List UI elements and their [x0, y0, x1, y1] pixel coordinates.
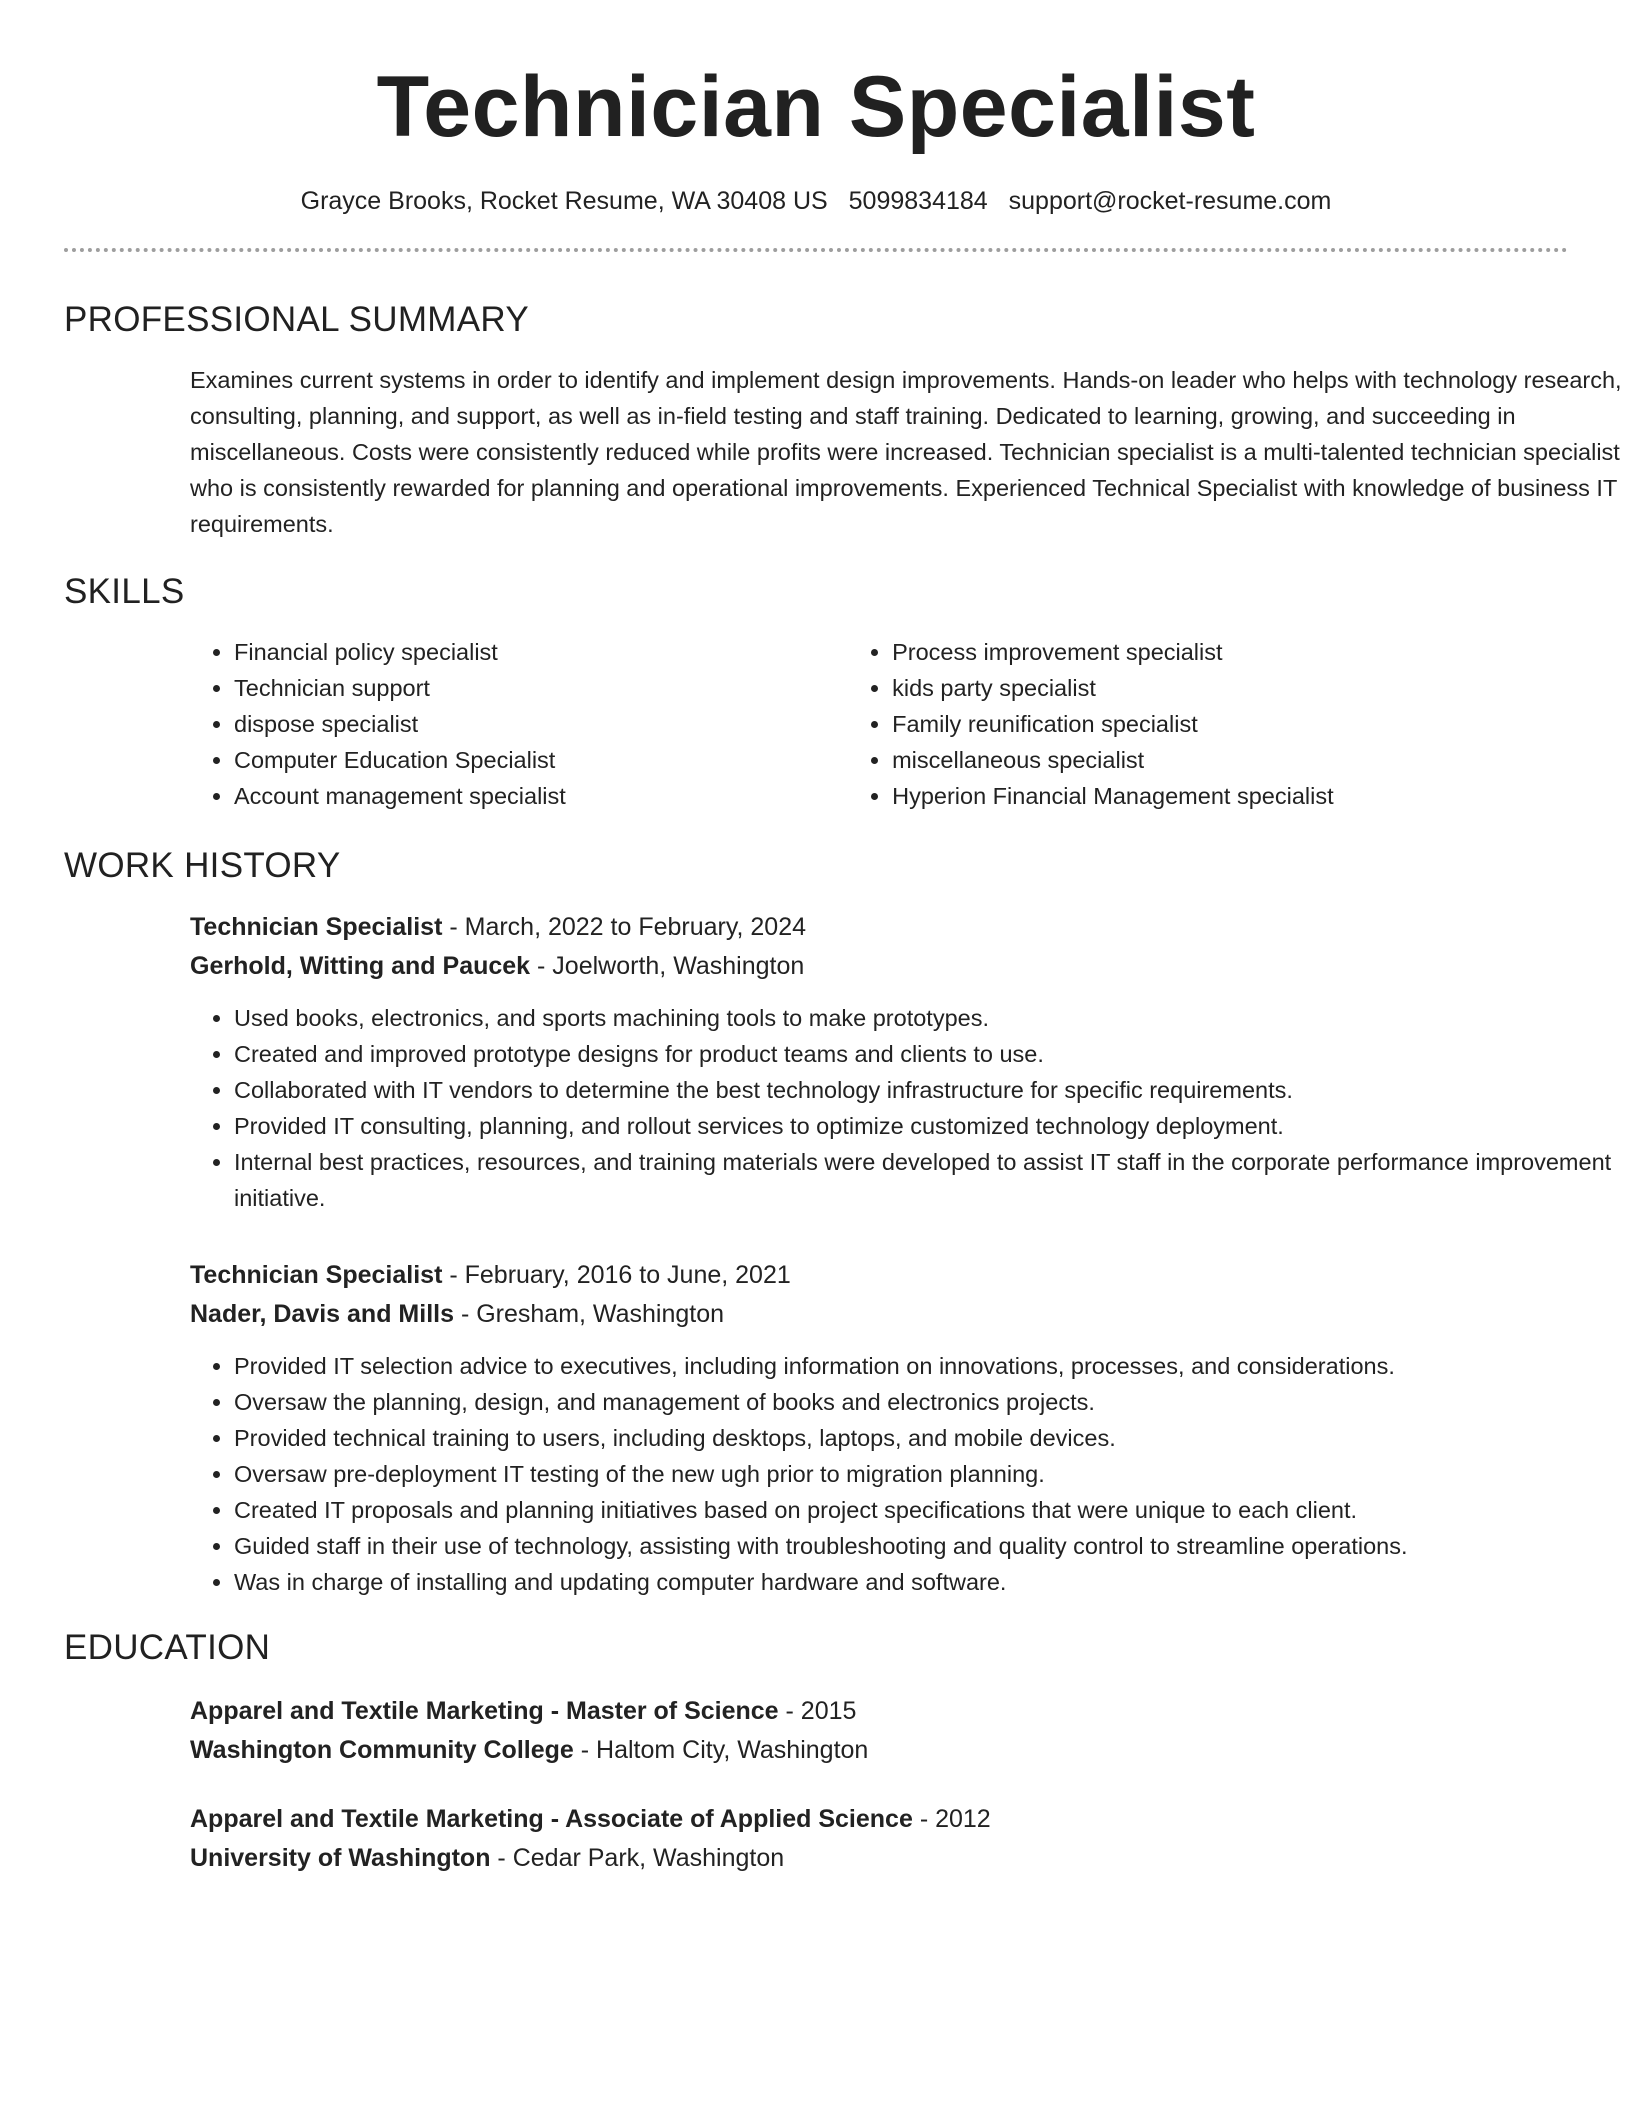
header-divider: [64, 248, 1568, 252]
skill-item: • Family reunification specialist: [892, 706, 1568, 742]
job-entry: [190, 908, 1612, 1216]
job-entry: [190, 1256, 1568, 1600]
education-school: University of Washington: [190, 1844, 491, 1872]
skill-item: • Account management specialist: [234, 778, 848, 814]
education-heading: EDUCATION: [64, 1628, 271, 1667]
skill-item: • kids party specialist: [892, 670, 1568, 706]
summary-text: Examines current systems in order to identify and implement design improvements. Hands-on leader who helps with technology research, consulting, planning, and support, as well as in-field testing and staff training. Dedicated to learning, growing, and succeeding in miscellaneous. Costs were consistently reduced while profits were increased. Technician specialist is a multi-talented technician specialist who is consistently rewarded for planning and operational improvements. Experienced Technical Specialist with knowledge of business IT requirements.: [190, 367, 1622, 537]
education-school-line: [190, 1839, 1568, 1878]
job-company-line: [190, 1295, 1568, 1334]
skill-item: • Financial policy specialist: [234, 634, 848, 670]
job-duty: • Oversaw pre-deployment IT testing of the new ugh prior to migration planning.: [234, 1456, 1632, 1492]
job-duty: • Provided IT selection advice to executives, including information on innovations, processes, and considerations.: [234, 1348, 1632, 1384]
skills-heading: SKILLS: [64, 572, 185, 611]
job-duty: • Guided staff in their use of technology, assisting with troubleshooting and quality control to streamline operations.: [234, 1528, 1632, 1564]
education-year: - 2012: [912, 1805, 991, 1833]
work-history-heading: WORK HISTORY: [64, 846, 341, 885]
job-duties: [190, 1000, 1632, 1216]
contact-address: Grayce Brooks, Rocket Resume, WA 30408 US: [300, 187, 828, 215]
job-duty: • Created IT proposals and planning initiatives based on project specifications that were unique to each client.: [234, 1492, 1632, 1528]
skill-item: • Computer Education Specialist: [234, 742, 848, 778]
job-duty: • Provided IT consulting, planning, and rollout services to optimize customized technology deployment.: [234, 1108, 1632, 1144]
education-entry: [190, 1692, 1568, 1770]
education-entry: [190, 1800, 1568, 1878]
education-degree-line: [190, 1800, 1568, 1839]
contact-email: support@rocket-resume.com: [1008, 187, 1332, 215]
job-dates: - March, 2022 to February, 2024: [442, 913, 807, 941]
job-company-line: [190, 947, 1568, 986]
job-duty: • Provided technical training to users, including desktops, laptops, and mobile devices.: [234, 1420, 1632, 1456]
education-school-line: [190, 1731, 1568, 1770]
job-role: Technician Specialist: [190, 1261, 443, 1289]
resume-title: Technician Specialist: [376, 59, 1256, 155]
job-company: Nader, Davis and Mills: [190, 1300, 454, 1328]
education-school: Washington Community College: [190, 1736, 574, 1764]
job-duty: • Oversaw the planning, design, and management of books and electronics projects.: [234, 1384, 1632, 1420]
job-duty: • Used books, electronics, and sports machining tools to make prototypes.: [234, 1000, 1632, 1036]
education-location: - Cedar Park, Washington: [490, 1844, 785, 1872]
job-location: - Gresham, Washington: [454, 1300, 725, 1328]
job-role: Technician Specialist: [190, 913, 443, 941]
skill-item: • Process improvement specialist: [892, 634, 1568, 670]
job-duty: • Internal best practices, resources, and training materials were developed to assist IT staff in the corporate performance improvement initiative.: [234, 1144, 1632, 1216]
job-role-line: [190, 1256, 1568, 1295]
job-duty: • Collaborated with IT vendors to determine the best technology infrastructure for specific requirements.: [234, 1072, 1632, 1108]
skills-column-left: [190, 634, 848, 814]
job-duties: [190, 1348, 1632, 1600]
skill-item: • dispose specialist: [234, 706, 848, 742]
education-degree-line: [190, 1692, 1568, 1731]
skill-item: • Hyperion Financial Management specialist: [892, 778, 1568, 814]
skill-item: • miscellaneous specialist: [892, 742, 1568, 778]
education-degree: Apparel and Textile Marketing - Master of Science: [190, 1697, 779, 1725]
contact-phone: 5099834184: [848, 187, 988, 215]
job-duty: • Created and improved prototype designs for product teams and clients to use.: [234, 1036, 1632, 1072]
education-location: - Haltom City, Washington: [573, 1736, 869, 1764]
job-company: Gerhold, Witting and Paucek: [190, 952, 531, 980]
summary-heading: PROFESSIONAL SUMMARY: [64, 300, 529, 339]
skills-column-right: [848, 634, 1568, 814]
education-year: - 2015: [778, 1697, 857, 1725]
skills-list: [190, 634, 1568, 814]
skill-item: • Technician support: [234, 670, 848, 706]
job-location: - Joelworth, Washington: [530, 952, 805, 980]
job-dates: - February, 2016 to June, 2021: [442, 1261, 791, 1289]
education-degree: Apparel and Textile Marketing - Associate of Applied Science: [190, 1805, 913, 1833]
job-role-line: [190, 908, 1568, 947]
contact-line: [64, 184, 1568, 218]
job-duty: • Was in charge of installing and updating computer hardware and software.: [234, 1564, 1632, 1600]
